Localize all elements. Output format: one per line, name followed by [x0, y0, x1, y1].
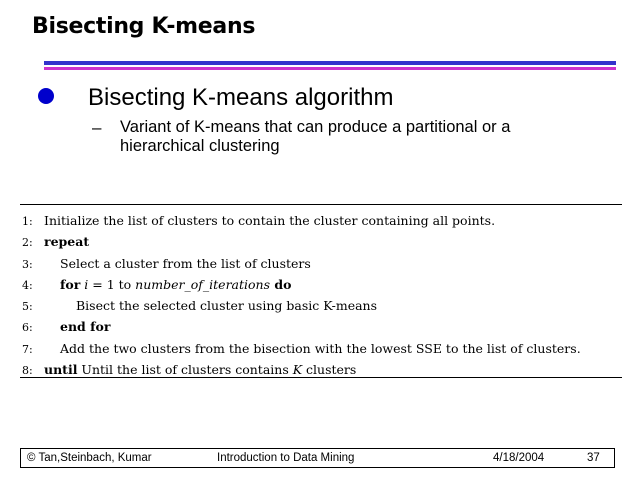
variable-number-of-iterations: number_of_iterations	[135, 276, 271, 292]
variable-i: i	[80, 276, 93, 292]
sub-bullet-text: Variant of K-means that can produce a partitional or a hierarchical clustering	[120, 118, 511, 155]
line-number: 3:	[22, 257, 33, 271]
line-number: 2:	[22, 236, 33, 250]
algorithm-text: Select a cluster from the list of clusters	[60, 255, 311, 271]
keyword-end-for: end for	[60, 319, 111, 335]
keyword-do: do	[270, 276, 292, 292]
line-number: 6:	[22, 321, 33, 335]
algorithm-line	[22, 253, 622, 274]
keyword-repeat: repeat	[44, 234, 90, 250]
algorithm-line	[22, 338, 622, 359]
footer-course-title: Introduction to Data Mining	[217, 452, 355, 464]
algorithm-line	[22, 316, 622, 337]
algorithm-text: Initialize the list of clusters to contain the cluster containing all points.	[44, 213, 496, 228]
footer-date: 4/18/2004	[493, 452, 545, 464]
algorithm-text: Until the list of clusters contains	[77, 362, 293, 378]
line-number: 4:	[22, 278, 33, 292]
variable-k: K	[292, 362, 303, 378]
line-number: 8:	[22, 364, 33, 378]
footer-copyright: © Tan,Steinbach, Kumar	[27, 452, 152, 464]
algorithm-line	[22, 295, 622, 316]
bullet-text: Bisecting K-means algorithm	[88, 84, 394, 111]
algorithm-box	[22, 210, 622, 380]
algorithm-text: Add the two clusters from the bisection with the lowest SSE to the list of clusters.	[60, 340, 581, 356]
slide-title: Bisecting K-means	[32, 14, 256, 39]
algorithm-bottom-rule	[20, 377, 622, 378]
algorithm-line	[22, 231, 622, 252]
keyword-for: for	[60, 276, 81, 292]
algorithm-text: = 1 to	[92, 276, 136, 292]
slide-footer	[20, 448, 615, 468]
algorithm-text: clusters	[302, 362, 357, 378]
sub-bullet-dash: –	[92, 118, 102, 137]
bullet-dot-icon	[38, 88, 54, 104]
algorithm-line	[22, 210, 622, 231]
algorithm-line	[22, 274, 622, 295]
title-rule-pink	[44, 67, 616, 70]
footer-page-number: 37	[587, 452, 600, 464]
title-rule-blue	[44, 61, 616, 65]
keyword-until: until	[44, 362, 78, 378]
line-number: 5:	[22, 300, 33, 314]
line-number: 1:	[22, 215, 33, 228]
algorithm-text: Bisect the selected cluster using basic K-means	[76, 298, 378, 314]
line-number: 7:	[22, 342, 33, 356]
algorithm-top-rule	[20, 204, 622, 205]
